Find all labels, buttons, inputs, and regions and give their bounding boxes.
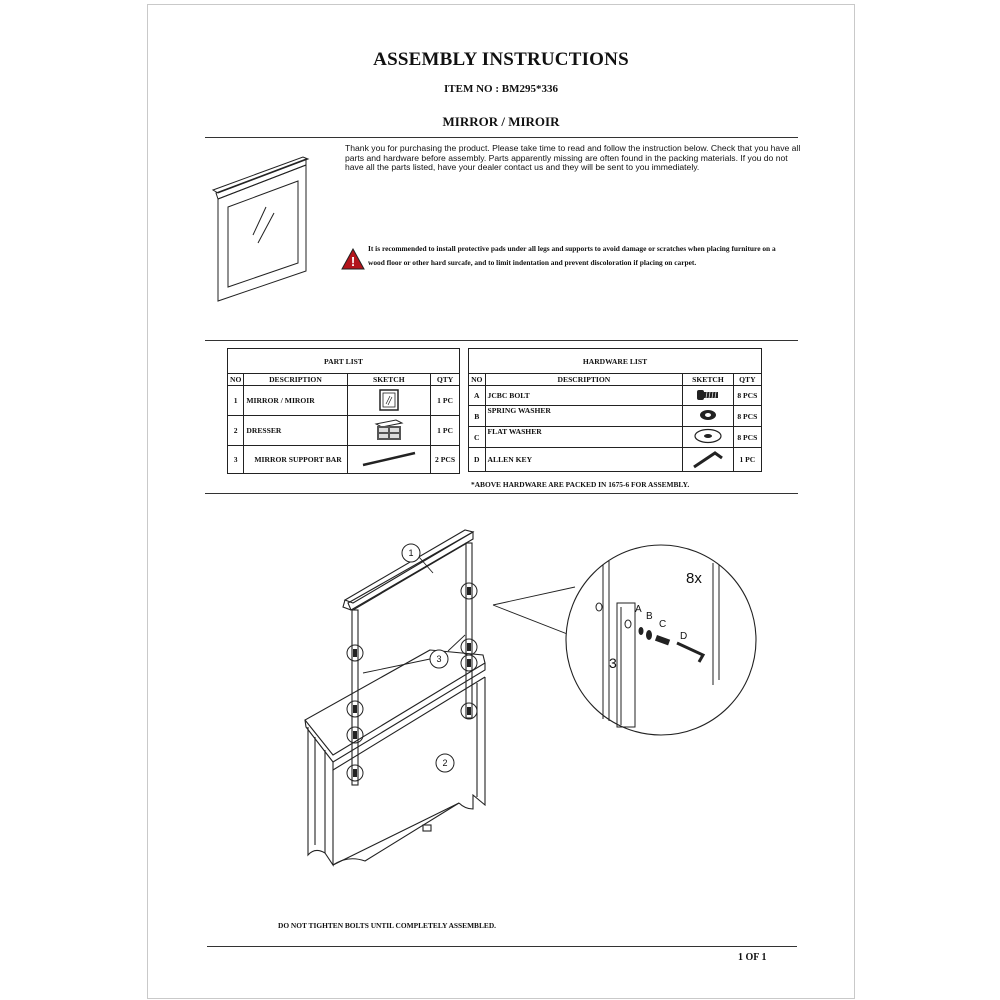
col-header: SKETCH <box>683 374 733 386</box>
dresser-sketch <box>347 416 431 446</box>
col-header: DESCRIPTION <box>485 374 683 386</box>
row-qty: 8 PCS <box>733 406 761 427</box>
row-description: DRESSER <box>244 416 347 446</box>
row-qty: 2 PCS <box>431 446 460 474</box>
row-description: FLAT WASHER <box>485 427 683 448</box>
bolt-sketch <box>683 386 733 406</box>
callout-2: 2 <box>442 758 448 768</box>
allen-key-sketch <box>683 448 733 472</box>
col-header: QTY <box>733 374 761 386</box>
mirror-illustration <box>208 145 323 305</box>
row-no: C <box>469 427 486 448</box>
col-header: DESCRIPTION <box>244 374 347 386</box>
row-no: B <box>469 406 486 427</box>
detail-label-c: C <box>659 619 667 630</box>
table-row <box>469 427 762 448</box>
warning-icon <box>341 248 365 270</box>
tighten-warning: DO NOT TIGHTEN BOLTS UNTIL COMPLETELY ASSEMBLED. <box>278 921 497 930</box>
mirror-sketch <box>347 386 431 416</box>
detail-label-b: B <box>646 611 653 622</box>
divider <box>207 946 797 947</box>
divider <box>205 137 798 138</box>
row-no: D <box>469 448 486 472</box>
hardware-list-table <box>468 348 762 472</box>
table-row <box>469 448 762 472</box>
intro-text: Thank you for purchasing the product. Please take time to read and follow the instruction below. Check that you have all parts and hardware before assembly. Parts apparently missing are often found in the packing materials. If you do not have all the parts listed, have your dealer contact us and they will be sent to you immediately. <box>345 143 801 173</box>
row-description: ALLEN KEY <box>485 448 683 472</box>
divider <box>205 340 798 341</box>
table-row <box>228 446 460 474</box>
instruction-sheet <box>147 4 855 999</box>
col-header: NO <box>469 374 486 386</box>
row-description: JCBC BOLT <box>485 386 683 406</box>
table-row <box>228 416 460 446</box>
row-no: 3 <box>228 446 244 474</box>
row-qty: 1 PC <box>733 448 761 472</box>
table-row <box>228 386 460 416</box>
spring-washer-sketch <box>683 406 733 427</box>
table-row <box>469 406 762 427</box>
row-qty: 8 PCS <box>733 427 761 448</box>
part-list-table <box>227 348 460 474</box>
row-description: MIRROR SUPPORT BAR <box>244 446 347 474</box>
item-number: ITEM NO : BM295*336 <box>444 83 558 95</box>
col-header: QTY <box>431 374 460 386</box>
row-qty: 1 PC <box>431 386 460 416</box>
detail-part-label: 3 <box>609 655 617 671</box>
flat-washer-sketch <box>683 427 733 448</box>
row-no: 1 <box>228 386 244 416</box>
assembly-diagram <box>273 525 793 885</box>
table-row <box>469 386 762 406</box>
document-title: ASSEMBLY INSTRUCTIONS <box>373 49 629 70</box>
row-qty: 8 PCS <box>733 386 761 406</box>
row-description: MIRROR / MIROIR <box>244 386 347 416</box>
detail-label-a: A <box>635 604 642 615</box>
divider <box>205 493 798 494</box>
row-no: 2 <box>228 416 244 446</box>
detail-count: 8x <box>686 570 702 587</box>
hardware-list-title: HARDWARE LIST <box>469 349 762 374</box>
support-bar-sketch <box>347 446 431 474</box>
callout-1: 1 <box>408 548 414 558</box>
warning-text: It is recommended to install protective pads under all legs and supports to avoid damage or scratches when placing furniture on a wood floor or other hard surcafe, and to limit indentation and prevent discoloration if placing on carpet. <box>368 244 776 267</box>
hardware-note: *ABOVE HARDWARE ARE PACKED IN 1675-6 FOR ASSEMBLY. <box>471 480 690 489</box>
row-description: SPRING WASHER <box>485 406 683 427</box>
svg-text:!: ! <box>350 254 356 269</box>
part-list-title: PART LIST <box>228 349 460 374</box>
row-no: A <box>469 386 486 406</box>
col-header: SKETCH <box>347 374 431 386</box>
row-qty: 1 PC <box>431 416 460 446</box>
product-subtitle: MIRROR / MIROIR <box>442 114 560 129</box>
callout-3: 3 <box>436 654 442 664</box>
col-header: NO <box>228 374 244 386</box>
page-number: 1 OF 1 <box>738 952 767 963</box>
detail-label-d: D <box>680 631 688 642</box>
